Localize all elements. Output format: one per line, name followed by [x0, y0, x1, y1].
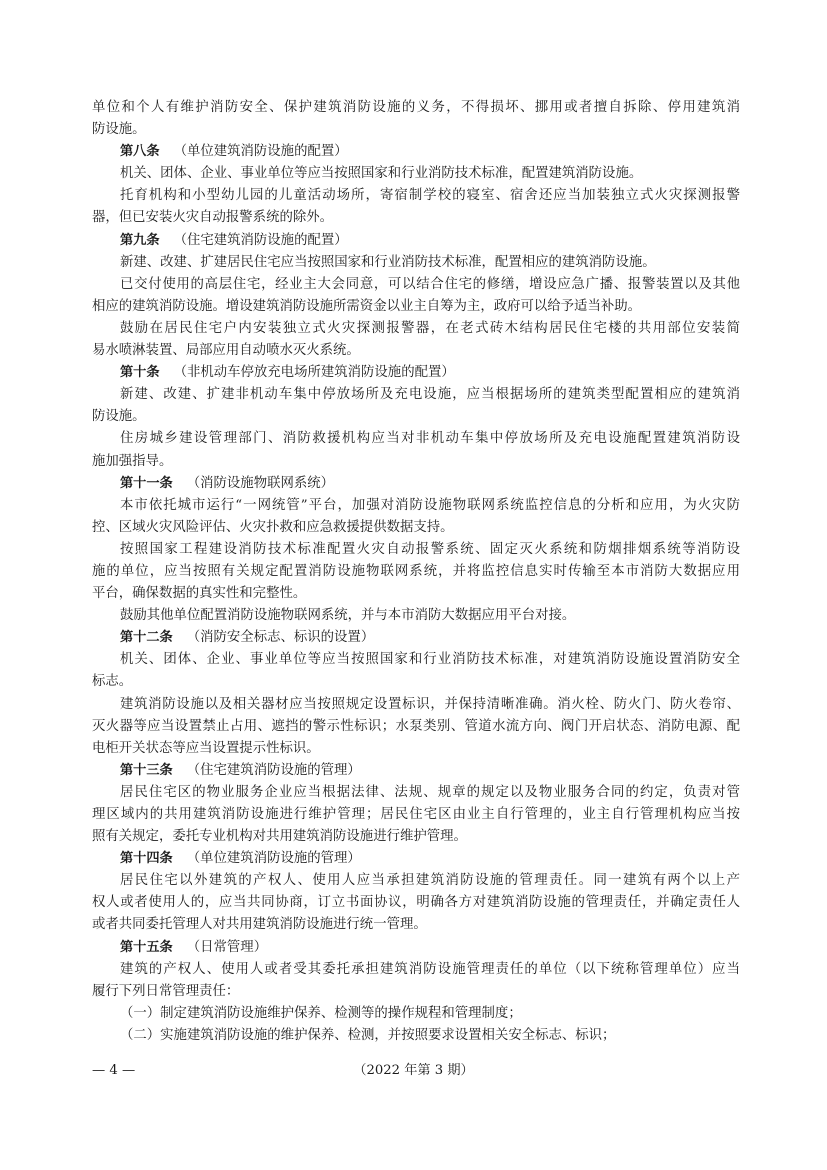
page-footer — [0, 1061, 827, 1081]
article-number: 第十条 — [120, 365, 160, 381]
text-line: 居民住宅以外建筑的产权人、使用人应当承担建筑消防设施的管理责任。同一建筑有两个以上产 — [120, 873, 740, 889]
article-heading — [92, 937, 740, 959]
text-line: 平台，确保数据的真实性和完整性。 — [92, 586, 307, 602]
article-heading — [92, 141, 740, 163]
text-line: 已交付使用的高层住宅，经业主大会同意，可以结合住宅的修缮，增设应急广播、报警装置以及其他 — [120, 276, 740, 292]
article-subject: （单位建筑消防设施的配置） — [173, 144, 348, 160]
article-number: 第十三条 — [120, 762, 173, 778]
article-heading — [92, 627, 740, 649]
article-number: 第十二条 — [120, 630, 173, 646]
list-item: （一）制定建筑消防设施维护保养、检测等的操作规程和管理制度； — [120, 1005, 522, 1021]
text-line: 单位和个人有维护消防安全、保护建筑消防设施的义务，不得损坏、挪用或者擅自拆除、停用建筑消 — [92, 100, 740, 115]
text-line: 照有关规定，委托专业机构对共用建筑消防设施进行维护管理。 — [92, 829, 467, 845]
text-line: 鼓励在居民住宅户内安装独立式火灾探测报警器，在老式砖木结构居民住宅楼的共用部位安装简 — [120, 320, 740, 336]
text-line: 建筑的产权人、使用人或者受其委托承担建筑消防设施管理责任的单位（以下统称管理单位）应当 — [120, 961, 740, 977]
text-line: 器，但已安装火灾自动报警系统的除外。 — [92, 210, 334, 226]
text-line: 电柜开关状态等应当设置提示性标识。 — [92, 740, 320, 756]
article-number: 第十四条 — [120, 851, 173, 867]
text-line: 施加强指导。 — [92, 453, 173, 469]
article-heading — [92, 473, 740, 495]
text-line: 居民住宅区的物业服务企业应当根据法律、法规、规章的规定以及物业服务合同的约定，负责对管 — [120, 784, 740, 800]
list-item: （二）实施建筑消防设施的维护保养、检测，并按照要求设置相关安全标志、标识； — [120, 1027, 616, 1043]
article-subject: （消防设施物联网系统） — [186, 475, 335, 491]
text-line: 权人或者使用人的，应当共同协商，订立书面协议，明确各方对建筑消防设施的管理责任，并确定责任人 — [92, 895, 740, 911]
text-line: 机关、团体、企业、事业单位等应当按照国家和行业消防技术标准，对建筑消防设施设置消防安全 — [120, 652, 740, 668]
article-number: 第十五条 — [120, 939, 173, 955]
text-line: 标志。 — [92, 674, 133, 690]
article-heading — [92, 362, 740, 384]
text-line: 易水喷淋装置、局部应用自动喷水灭火系统。 — [92, 343, 360, 359]
text-line: 控、区域火灾风险评估、火灾扑救和应急救援提供数据支持。 — [92, 519, 454, 535]
text-line: 灭火器等应当设置禁止占用、遮挡的警示性标识；水泵类别、管道水流方向、阀门开启状态、消防电源、配 — [92, 718, 740, 734]
text-line: 建筑消防设施以及相关器材应当按照规定设置标识，并保持清晰准确。消火栓、防火门、防火卷帘、 — [120, 696, 740, 712]
article-number: 第八条 — [120, 144, 160, 160]
page-number: — 4 — — [92, 1063, 136, 1078]
text-line: 相应的建筑消防设施。增设建筑消防设施所需资金以业主自筹为主，政府可以给予适当补助。 — [92, 298, 642, 314]
text-line: 施的单位，应当按照有关规定配置消防设施物联网系统，并将监控信息实时传输至本市消防大数据应用 — [92, 563, 740, 579]
text-line: 按照国家工程建设消防技术标准配置火灾自动报警系统、固定灭火系统和防烟排烟系统等消防设 — [120, 541, 740, 557]
article-subject: （住宅建筑消防设施的管理） — [186, 762, 361, 778]
article-subject: （非机动车停放充电场所建筑消防设施的配置） — [173, 365, 455, 381]
text-line: 机关、团体、企业、事业单位等应当按照国家和行业消防技术标准，配置建筑消防设施。 — [120, 166, 643, 182]
text-line: 或者共同委托管理人对共用建筑消防设施进行统一管理。 — [92, 917, 427, 933]
article-heading — [92, 760, 740, 782]
article-number: 第九条 — [120, 232, 160, 248]
article-number: 第十一条 — [120, 475, 173, 491]
text-line: 履行下列日常管理责任： — [92, 983, 240, 999]
text-line: 鼓励其他单位配置消防设施物联网系统，并与本市消防大数据应用平台对接。 — [120, 608, 576, 624]
text-line: 新建、改建、扩建居民住宅应当按照国家和行业消防技术标准，配置相应的建筑消防设施。 — [120, 254, 656, 270]
text-line: 防设施。 — [92, 409, 146, 425]
article-subject: （消防安全标志、标识的设置） — [186, 630, 375, 646]
article-subject: （单位建筑消防设施的管理） — [186, 851, 361, 867]
page-body — [92, 97, 740, 1047]
article-heading — [92, 848, 740, 870]
text-line: 住房城乡建设管理部门、消防救援机构应当对非机动车集中停放场所及充电设施配置建筑消防设 — [120, 431, 740, 447]
article-subject: （住宅建筑消防设施的配置） — [173, 232, 348, 248]
text-line: 新建、改建、扩建非机动车集中停放场所及充电设施，应当根据场所的建筑类型配置相应的建筑消 — [120, 387, 740, 403]
article-subject: （日常管理） — [186, 939, 268, 955]
text-line: 理区域内的共用建筑消防设施进行维护管理；居民住宅区由业主自行管理的，业主自行管理机构应当按 — [92, 807, 740, 822]
text-line: 防设施。 — [92, 122, 146, 138]
text-line: 托育机构和小型幼儿园的儿童活动场所，寄宿制学校的寝室、宿舍还应当加装独立式火灾探测报警 — [120, 188, 740, 204]
issue-label: （2022 年第 3 期） — [353, 1063, 474, 1078]
article-heading — [92, 230, 740, 252]
text-line: 本市依托城市运行“一网统管”平台，加强对消防设施物联网系统监控信息的分析和应用，为火灾防 — [120, 497, 740, 513]
